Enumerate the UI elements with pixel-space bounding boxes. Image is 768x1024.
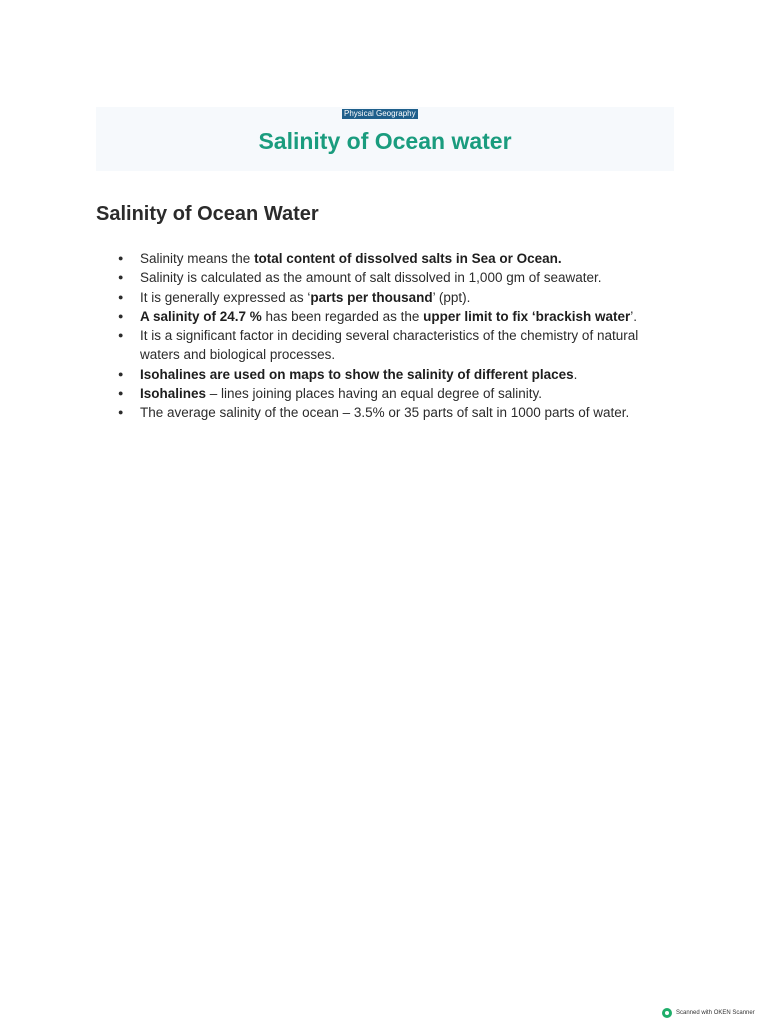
text-run: – lines joining places having an equal degree of salinity. [206,386,543,402]
bold-text-run: total content of dissolved salts in Sea or Ocean. [254,251,562,266]
list-item [118,307,678,326]
section-heading: Salinity of Ocean Water [96,203,319,225]
text-run: It is a significant factor in deciding several characteristics of the chemistry of natural waters and biological processes. [140,328,639,363]
text-run: ’. [630,308,637,324]
bold-text-run: upper limit to fix ‘brackish water [423,308,631,324]
list-item-text [140,328,638,362]
scanner-watermark-text: Scanned with OKEN Scanner [676,1010,755,1016]
bullet-list [118,249,678,423]
category-tag[interactable]: Physical Geography [344,109,416,118]
list-item-text [140,386,542,401]
list-item [118,365,678,384]
text-run: ’ (ppt). [432,289,471,305]
bold-text-run: parts per thousand [310,289,433,305]
oken-scanner-logo-icon [662,1008,672,1018]
bullet-icon: ● [118,368,124,379]
list-item-text [140,270,602,285]
bullet-icon: ● [118,253,124,263]
text-run: has been regarded as the [261,308,424,324]
list-item [118,403,678,422]
list-item [118,249,678,268]
scanner-watermark [662,1008,755,1018]
text-run: . [573,366,578,382]
list-item [118,268,678,287]
text-run: Salinity is calculated as the amount of salt dissolved in 1,000 gm of seawater. [140,270,602,286]
list-item-text [140,251,562,266]
bullet-icon: ● [118,330,124,341]
list-item-text [140,405,629,420]
text-run: It is generally expressed as ‘ [140,289,311,305]
list-item-text [140,290,470,305]
list-item [118,288,678,307]
bullet-icon: ● [118,272,124,283]
bold-text-run: Isohalines [140,386,207,402]
bullet-icon: ● [118,388,124,399]
list-item [118,326,678,365]
list-item [118,384,678,403]
bold-text-run: Isohalines are used on maps to show the salinity of different places [140,366,574,382]
bold-text-run: A salinity of 24.7 % [140,308,262,324]
page-title: Salinity of Ocean water [258,128,512,154]
bullet-icon: ● [118,310,124,321]
bullet-icon: ● [118,291,124,302]
list-item-text [140,367,577,382]
bullet-icon: ● [118,407,124,418]
text-run: Salinity means the [140,251,255,266]
text-run: The average salinity of the ocean – 3.5% or 35 parts of salt in 1000 parts of water. [140,405,630,421]
list-item-text [140,309,637,324]
